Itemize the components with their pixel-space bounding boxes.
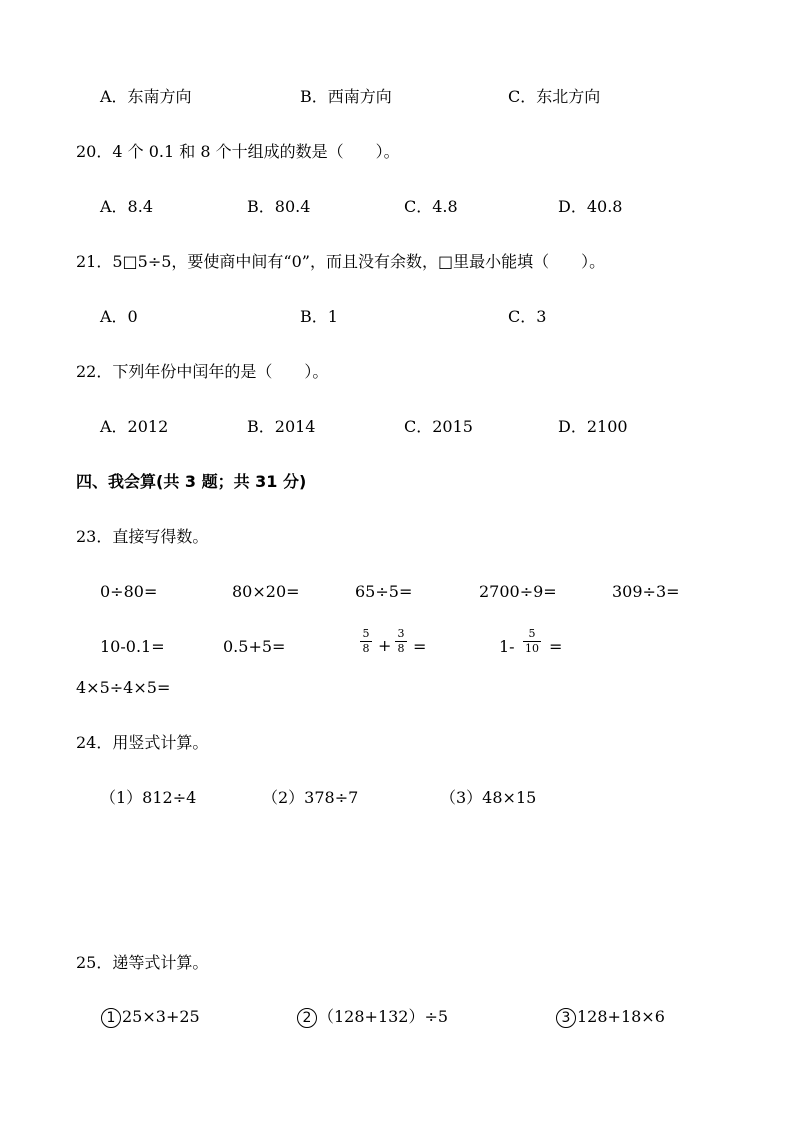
q23-expr-2: 80×20= — [232, 582, 300, 601]
one-minus: 1- — [499, 637, 515, 656]
q23-fraction-b — [395, 628, 407, 655]
q23-fraction-c — [523, 628, 541, 655]
q20-option-d: D．40.8 — [558, 197, 623, 216]
q21-stem: 21．5□5÷5，要使商中间有“0”，而且没有余数，□里最小能填（ ）。 — [76, 252, 606, 271]
q25-expr-3: 128+18×6 — [577, 1007, 665, 1026]
circled-number-3: 3 — [556, 1008, 576, 1028]
q22-option-a: A．2012 — [100, 417, 169, 436]
q25-item-3 — [556, 1007, 665, 1028]
q23-expr-5: 309÷3= — [612, 582, 680, 601]
fraction-numerator: 5 — [528, 627, 536, 640]
q23-expr-6: 10-0.1= — [100, 637, 165, 656]
equals-sign: = — [549, 637, 563, 656]
q21-option-a: A．0 — [100, 307, 138, 326]
section-heading: 四、我会算(共 3 题；共 31 分) — [76, 472, 307, 491]
q24-stem: 24．用竖式计算。 — [76, 733, 209, 752]
q25-stem: 25．递等式计算。 — [76, 953, 209, 972]
q25-item-1 — [101, 1007, 200, 1028]
q20-option-b: B．80.4 — [247, 197, 311, 216]
q23-expr-3: 65÷5= — [355, 582, 413, 601]
q23-expr-7: 0.5+5= — [223, 637, 286, 656]
plus-sign: + — [378, 636, 392, 655]
q23-stem: 23．直接写得数。 — [76, 527, 209, 546]
q24-item-2: （2）378÷7 — [262, 788, 359, 807]
q20-option-c: C．4.8 — [404, 197, 458, 216]
q21-option-b: B．1 — [300, 307, 338, 326]
q23-expr-1: 0÷80= — [100, 582, 158, 601]
q21-option-c: C．3 — [508, 307, 547, 326]
q19-option-a: A．东南方向 — [100, 87, 192, 106]
q20-stem: 20．4 个 0.1 和 8 个十组成的数是（ ）。 — [76, 142, 400, 161]
q25-expr-1: 25×3+25 — [122, 1007, 200, 1026]
fraction-denominator: 10 — [525, 642, 539, 655]
q24-item-3: （3）48×15 — [440, 788, 537, 807]
fraction-denominator: 8 — [362, 642, 370, 655]
q24-item-1: （1）812÷4 — [100, 788, 197, 807]
fraction-numerator: 5 — [362, 627, 370, 640]
circled-number-1: 1 — [101, 1008, 121, 1028]
fraction-numerator: 3 — [397, 627, 405, 640]
q22-option-c: C．2015 — [404, 417, 473, 436]
q22-stem: 22．下列年份中闰年的是（ ）。 — [76, 362, 329, 381]
q25-expr-2: （128+132）÷5 — [318, 1007, 449, 1026]
q19-option-b: B．西南方向 — [300, 87, 392, 106]
q19-option-c: C．东北方向 — [508, 87, 601, 106]
circled-number-2: 2 — [297, 1008, 317, 1028]
q23-expr-last: 4×5÷4×5= — [76, 678, 171, 697]
q23-fraction-a — [360, 628, 372, 655]
fraction-denominator: 8 — [397, 642, 405, 655]
q25-item-2 — [297, 1007, 448, 1028]
q20-option-a: A．8.4 — [100, 197, 154, 216]
equals-sign: = — [413, 637, 427, 656]
q23-expr-4: 2700÷9= — [479, 582, 557, 601]
q22-option-b: B．2014 — [247, 417, 316, 436]
q22-option-d: D．2100 — [558, 417, 628, 436]
